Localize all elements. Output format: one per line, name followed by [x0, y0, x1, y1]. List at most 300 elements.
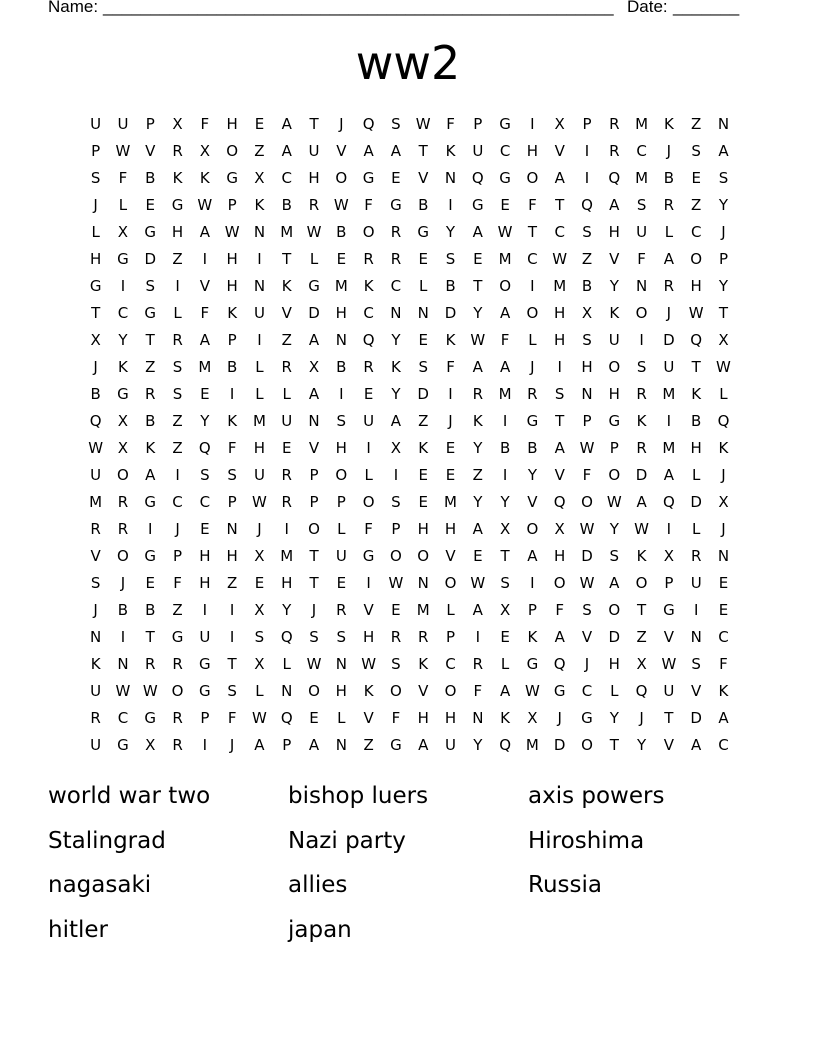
- grid-letter[interactable]: B: [281, 196, 292, 214]
- grid-letter[interactable]: N: [253, 277, 266, 295]
- grid-letter[interactable]: O: [417, 547, 430, 565]
- grid-letter[interactable]: L: [364, 466, 373, 484]
- grid-letter[interactable]: E: [473, 547, 483, 565]
- grid-letter[interactable]: R: [663, 277, 675, 295]
- grid-letter[interactable]: A: [718, 142, 729, 160]
- grid-letter[interactable]: Z: [172, 601, 183, 619]
- grid-letter[interactable]: J: [584, 655, 590, 673]
- grid-letter[interactable]: H: [417, 709, 429, 727]
- grid-letter[interactable]: T: [309, 115, 319, 133]
- grid-letter[interactable]: E: [363, 385, 374, 403]
- grid-letter[interactable]: T: [309, 574, 319, 592]
- grid-letter[interactable]: P: [582, 115, 592, 133]
- grid-letter[interactable]: L: [255, 682, 264, 700]
- grid-letter[interactable]: X: [499, 601, 511, 619]
- grid-letter[interactable]: I: [284, 520, 289, 538]
- grid-letter[interactable]: B: [336, 223, 347, 241]
- grid-letter[interactable]: S: [582, 601, 592, 619]
- grid-letter[interactable]: I: [530, 115, 535, 133]
- grid-letter[interactable]: S: [145, 277, 155, 295]
- grid-letter[interactable]: T: [691, 358, 701, 376]
- grid-letter[interactable]: W: [579, 574, 595, 592]
- grid-letter[interactable]: H: [226, 250, 238, 268]
- grid-letter[interactable]: I: [257, 331, 262, 349]
- grid-letter[interactable]: U: [445, 736, 456, 754]
- grid-letter[interactable]: I: [693, 601, 699, 619]
- grid-letter[interactable]: A: [363, 142, 374, 160]
- grid-letter[interactable]: P: [582, 412, 592, 430]
- grid-letter[interactable]: C: [117, 709, 129, 727]
- grid-letter[interactable]: S: [554, 385, 565, 403]
- grid-letter[interactable]: U: [636, 223, 648, 241]
- grid-letter[interactable]: Q: [471, 169, 484, 187]
- grid-letter[interactable]: E: [145, 574, 155, 592]
- grid-letter[interactable]: K: [527, 628, 538, 646]
- grid-letter[interactable]: I: [202, 601, 208, 619]
- grid-letter[interactable]: N: [717, 115, 730, 133]
- grid-letter[interactable]: N: [472, 709, 484, 727]
- grid-letter[interactable]: V: [609, 250, 620, 268]
- grid-letter[interactable]: Q: [553, 655, 566, 673]
- grid-letter[interactable]: M: [280, 223, 294, 241]
- grid-letter[interactable]: S: [309, 628, 319, 646]
- grid-letter[interactable]: S: [254, 628, 265, 646]
- grid-letter[interactable]: A: [663, 466, 675, 484]
- grid-letter[interactable]: R: [172, 331, 183, 349]
- grid-letter[interactable]: F: [200, 304, 210, 322]
- grid-letter[interactable]: L: [337, 709, 346, 727]
- grid-letter[interactable]: E: [718, 601, 729, 619]
- grid-letter[interactable]: E: [418, 493, 428, 511]
- grid-letter[interactable]: O: [526, 169, 539, 187]
- grid-letter[interactable]: L: [173, 304, 182, 322]
- grid-letter[interactable]: K: [145, 439, 156, 457]
- grid-letter[interactable]: M: [334, 277, 348, 295]
- grid-letter[interactable]: I: [475, 628, 481, 646]
- grid-letter[interactable]: K: [90, 655, 101, 673]
- grid-letter[interactable]: K: [418, 655, 429, 673]
- grid-letter[interactable]: X: [254, 169, 265, 187]
- grid-letter[interactable]: O: [335, 466, 348, 484]
- grid-letter[interactable]: G: [144, 223, 157, 241]
- grid-letter[interactable]: X: [581, 304, 593, 322]
- grid-letter[interactable]: X: [172, 115, 183, 133]
- grid-letter[interactable]: I: [557, 358, 562, 376]
- grid-letter[interactable]: I: [120, 628, 126, 646]
- grid-letter[interactable]: Q: [362, 115, 375, 133]
- grid-letter[interactable]: G: [499, 115, 511, 133]
- grid-letter[interactable]: X: [554, 115, 565, 133]
- grid-letter[interactable]: M: [198, 358, 212, 376]
- grid-letter[interactable]: X: [117, 412, 129, 430]
- grid-letter[interactable]: F: [118, 169, 128, 187]
- grid-letter[interactable]: H: [362, 628, 375, 646]
- grid-letter[interactable]: O: [581, 736, 593, 754]
- grid-letter[interactable]: G: [608, 412, 621, 430]
- grid-letter[interactable]: X: [718, 331, 729, 349]
- grid-letter[interactable]: I: [584, 169, 590, 187]
- grid-letter[interactable]: Y: [718, 196, 729, 214]
- grid-letter[interactable]: G: [471, 196, 484, 214]
- grid-letter[interactable]: N: [417, 574, 429, 592]
- grid-letter[interactable]: M: [635, 169, 649, 187]
- grid-letter[interactable]: E: [391, 601, 401, 619]
- grid-letter[interactable]: S: [418, 358, 428, 376]
- grid-letter[interactable]: K: [691, 385, 702, 403]
- grid-letter[interactable]: R: [90, 709, 101, 727]
- grid-letter[interactable]: A: [472, 223, 483, 241]
- grid-letter[interactable]: P: [200, 709, 210, 727]
- grid-letter[interactable]: R: [145, 655, 156, 673]
- grid-letter[interactable]: S: [691, 142, 701, 160]
- grid-letter[interactable]: E: [254, 574, 265, 592]
- grid-letter[interactable]: R: [690, 547, 702, 565]
- grid-letter[interactable]: E: [309, 709, 319, 727]
- grid-letter[interactable]: M: [553, 277, 567, 295]
- name-field-line[interactable]: ______________________________________________________: [103, 0, 614, 16]
- grid-letter[interactable]: P: [336, 493, 346, 511]
- grid-letter[interactable]: R: [281, 466, 292, 484]
- grid-letter[interactable]: S: [90, 574, 101, 592]
- grid-letter[interactable]: F: [227, 709, 237, 727]
- grid-letter[interactable]: N: [690, 628, 702, 646]
- grid-letter[interactable]: W: [142, 682, 158, 700]
- grid-letter[interactable]: Y: [637, 736, 647, 754]
- grid-letter[interactable]: G: [390, 196, 402, 214]
- grid-letter[interactable]: T: [473, 277, 483, 295]
- grid-letter[interactable]: G: [362, 547, 375, 565]
- grid-letter[interactable]: L: [337, 520, 346, 538]
- grid-letter[interactable]: R: [336, 601, 347, 619]
- grid-letter[interactable]: J: [311, 601, 317, 619]
- grid-letter[interactable]: D: [581, 547, 593, 565]
- grid-letter[interactable]: S: [336, 628, 347, 646]
- grid-letter[interactable]: W: [197, 196, 213, 214]
- grid-letter[interactable]: D: [308, 304, 320, 322]
- grid-letter[interactable]: A: [472, 358, 483, 376]
- grid-letter[interactable]: E: [336, 574, 347, 592]
- grid-letter[interactable]: Z: [226, 574, 238, 592]
- grid-letter[interactable]: F: [719, 655, 728, 673]
- grid-letter[interactable]: T: [527, 223, 537, 241]
- grid-letter[interactable]: C: [199, 493, 211, 511]
- grid-letter[interactable]: G: [308, 277, 320, 295]
- grid-letter[interactable]: W: [224, 223, 240, 241]
- grid-letter[interactable]: H: [444, 709, 457, 727]
- grid-letter[interactable]: V: [554, 466, 565, 484]
- grid-letter[interactable]: L: [664, 223, 674, 241]
- grid-letter[interactable]: L: [309, 250, 319, 268]
- grid-letter[interactable]: E: [445, 439, 456, 457]
- grid-letter[interactable]: G: [144, 304, 157, 322]
- grid-letter[interactable]: Z: [691, 196, 702, 214]
- grid-letter[interactable]: P: [227, 493, 237, 511]
- grid-letter[interactable]: N: [253, 223, 266, 241]
- grid-letter[interactable]: I: [530, 277, 535, 295]
- grid-letter[interactable]: N: [717, 547, 730, 565]
- grid-letter[interactable]: J: [639, 709, 644, 727]
- grid-letter[interactable]: E: [718, 574, 729, 592]
- grid-letter[interactable]: G: [226, 169, 238, 187]
- grid-letter[interactable]: O: [117, 466, 129, 484]
- grid-letter[interactable]: Q: [362, 331, 375, 349]
- grid-letter[interactable]: Z: [636, 628, 647, 646]
- grid-letter[interactable]: K: [445, 142, 456, 160]
- grid-letter[interactable]: K: [227, 304, 238, 322]
- grid-letter[interactable]: K: [718, 682, 729, 700]
- grid-letter[interactable]: U: [253, 466, 265, 484]
- grid-letter[interactable]: M: [416, 601, 430, 619]
- grid-letter[interactable]: J: [93, 601, 98, 619]
- grid-letter[interactable]: T: [91, 304, 101, 322]
- grid-letter[interactable]: P: [145, 115, 155, 133]
- grid-letter[interactable]: H: [608, 223, 620, 241]
- grid-letter[interactable]: Z: [281, 331, 292, 349]
- grid-letter[interactable]: B: [145, 412, 156, 430]
- grid-letter[interactable]: W: [524, 682, 540, 700]
- grid-letter[interactable]: E: [200, 520, 210, 538]
- grid-letter[interactable]: Y: [118, 331, 128, 349]
- grid-letter[interactable]: M: [662, 439, 676, 457]
- grid-letter[interactable]: A: [308, 385, 320, 403]
- grid-letter[interactable]: S: [691, 655, 701, 673]
- grid-letter[interactable]: B: [145, 169, 156, 187]
- grid-letter[interactable]: V: [363, 709, 374, 727]
- grid-letter[interactable]: H: [226, 547, 238, 565]
- grid-letter[interactable]: F: [637, 250, 646, 268]
- grid-letter[interactable]: N: [90, 628, 102, 646]
- grid-letter[interactable]: U: [253, 304, 265, 322]
- grid-letter[interactable]: L: [528, 331, 537, 349]
- grid-letter[interactable]: M: [525, 736, 539, 754]
- grid-letter[interactable]: J: [93, 196, 98, 214]
- grid-letter[interactable]: J: [530, 358, 535, 376]
- grid-letter[interactable]: P: [227, 196, 237, 214]
- grid-letter[interactable]: E: [336, 250, 347, 268]
- grid-letter[interactable]: A: [390, 412, 402, 430]
- grid-letter[interactable]: V: [554, 142, 565, 160]
- grid-letter[interactable]: K: [281, 277, 292, 295]
- grid-letter[interactable]: W: [115, 142, 131, 160]
- grid-letter[interactable]: Y: [473, 304, 483, 322]
- grid-letter[interactable]: V: [445, 547, 456, 565]
- grid-letter[interactable]: U: [608, 331, 620, 349]
- grid-letter[interactable]: L: [255, 358, 264, 376]
- grid-letter[interactable]: R: [172, 655, 183, 673]
- grid-letter[interactable]: B: [527, 439, 538, 457]
- grid-letter[interactable]: T: [145, 331, 155, 349]
- grid-letter[interactable]: L: [692, 520, 701, 538]
- grid-letter[interactable]: Z: [172, 439, 183, 457]
- grid-letter[interactable]: R: [663, 196, 675, 214]
- grid-letter[interactable]: R: [390, 628, 402, 646]
- grid-letter[interactable]: Q: [198, 439, 211, 457]
- grid-letter[interactable]: C: [718, 628, 729, 646]
- grid-letter[interactable]: Q: [635, 682, 648, 700]
- grid-letter[interactable]: X: [117, 223, 129, 241]
- grid-letter[interactable]: U: [690, 574, 702, 592]
- grid-letter[interactable]: U: [90, 115, 102, 133]
- grid-letter[interactable]: K: [254, 196, 265, 214]
- grid-letter[interactable]: W: [252, 493, 267, 511]
- grid-letter[interactable]: I: [257, 250, 262, 268]
- grid-letter[interactable]: S: [391, 115, 401, 133]
- grid-letter[interactable]: R: [363, 358, 374, 376]
- grid-letter[interactable]: D: [144, 250, 157, 268]
- grid-letter[interactable]: R: [145, 385, 156, 403]
- grid-letter[interactable]: K: [472, 412, 483, 430]
- grid-letter[interactable]: O: [308, 682, 320, 700]
- grid-letter[interactable]: X: [254, 655, 265, 673]
- grid-letter[interactable]: W: [306, 223, 322, 241]
- grid-letter[interactable]: J: [175, 520, 180, 538]
- grid-letter[interactable]: F: [446, 358, 455, 376]
- grid-letter[interactable]: Q: [717, 412, 730, 430]
- grid-letter[interactable]: W: [470, 331, 486, 349]
- grid-letter[interactable]: O: [690, 250, 703, 268]
- grid-letter[interactable]: K: [636, 412, 647, 430]
- grid-letter[interactable]: K: [172, 169, 183, 187]
- grid-letter[interactable]: D: [690, 709, 702, 727]
- grid-letter[interactable]: I: [202, 250, 208, 268]
- grid-letter[interactable]: V: [527, 493, 538, 511]
- grid-letter[interactable]: T: [637, 601, 647, 619]
- grid-letter[interactable]: R: [172, 709, 183, 727]
- grid-letter[interactable]: E: [254, 115, 265, 133]
- grid-letter[interactable]: X: [199, 142, 210, 160]
- grid-letter[interactable]: A: [281, 115, 292, 133]
- grid-letter[interactable]: H: [199, 547, 211, 565]
- grid-letter[interactable]: X: [527, 709, 538, 727]
- grid-letter[interactable]: A: [636, 493, 647, 511]
- grid-letter[interactable]: A: [691, 736, 702, 754]
- grid-letter[interactable]: Q: [662, 493, 675, 511]
- grid-letter[interactable]: L: [91, 223, 100, 241]
- grid-letter[interactable]: R: [636, 439, 647, 457]
- grid-letter[interactable]: K: [418, 439, 429, 457]
- grid-letter[interactable]: R: [472, 655, 484, 673]
- grid-letter[interactable]: S: [718, 169, 729, 187]
- grid-letter[interactable]: C: [172, 493, 183, 511]
- grid-letter[interactable]: A: [554, 439, 565, 457]
- grid-letter[interactable]: K: [718, 439, 729, 457]
- grid-letter[interactable]: I: [393, 466, 399, 484]
- grid-letter[interactable]: L: [255, 385, 264, 403]
- grid-letter[interactable]: D: [690, 493, 702, 511]
- grid-letter[interactable]: O: [553, 574, 566, 592]
- grid-letter[interactable]: E: [418, 466, 428, 484]
- grid-letter[interactable]: C: [527, 250, 538, 268]
- grid-letter[interactable]: H: [226, 115, 238, 133]
- grid-letter[interactable]: R: [363, 250, 374, 268]
- grid-letter[interactable]: H: [335, 304, 347, 322]
- grid-letter[interactable]: J: [93, 358, 98, 376]
- grid-letter[interactable]: Z: [363, 736, 374, 754]
- grid-letter[interactable]: D: [635, 466, 648, 484]
- grid-letter[interactable]: Q: [608, 169, 621, 187]
- grid-letter[interactable]: X: [390, 439, 402, 457]
- grid-letter[interactable]: H: [554, 547, 566, 565]
- grid-letter[interactable]: Y: [282, 601, 292, 619]
- grid-letter[interactable]: I: [229, 628, 235, 646]
- grid-letter[interactable]: U: [308, 142, 320, 160]
- grid-letter[interactable]: C: [554, 223, 565, 241]
- grid-letter[interactable]: T: [555, 196, 565, 214]
- grid-letter[interactable]: X: [663, 547, 675, 565]
- grid-letter[interactable]: P: [309, 493, 319, 511]
- grid-letter[interactable]: E: [145, 196, 155, 214]
- grid-letter[interactable]: F: [446, 115, 455, 133]
- grid-letter[interactable]: M: [635, 115, 649, 133]
- grid-letter[interactable]: L: [446, 601, 455, 619]
- grid-letter[interactable]: E: [500, 196, 510, 214]
- grid-letter[interactable]: D: [663, 331, 675, 349]
- grid-letter[interactable]: T: [227, 655, 237, 673]
- grid-letter[interactable]: G: [526, 655, 539, 673]
- grid-letter[interactable]: Y: [609, 709, 619, 727]
- grid-letter[interactable]: J: [229, 736, 235, 754]
- grid-letter[interactable]: B: [418, 196, 429, 214]
- grid-letter[interactable]: H: [608, 655, 620, 673]
- grid-letter[interactable]: X: [145, 736, 156, 754]
- date-field-line[interactable]: _______: [673, 0, 740, 16]
- grid-letter[interactable]: Z: [581, 250, 593, 268]
- grid-letter[interactable]: R: [90, 520, 101, 538]
- grid-letter[interactable]: G: [553, 682, 566, 700]
- grid-letter[interactable]: A: [609, 574, 620, 592]
- grid-letter[interactable]: L: [118, 196, 128, 214]
- grid-letter[interactable]: E: [200, 385, 210, 403]
- grid-letter[interactable]: E: [473, 250, 483, 268]
- grid-letter[interactable]: Z: [172, 250, 183, 268]
- grid-letter[interactable]: Y: [473, 439, 483, 457]
- grid-letter[interactable]: O: [390, 547, 402, 565]
- grid-letter[interactable]: G: [171, 628, 184, 646]
- grid-letter[interactable]: O: [362, 493, 375, 511]
- grid-letter[interactable]: E: [418, 250, 428, 268]
- grid-letter[interactable]: D: [553, 736, 566, 754]
- grid-letter[interactable]: K: [199, 169, 210, 187]
- grid-letter[interactable]: K: [118, 358, 128, 376]
- grid-letter[interactable]: O: [608, 358, 621, 376]
- grid-letter[interactable]: H: [554, 304, 566, 322]
- grid-letter[interactable]: I: [530, 574, 535, 592]
- grid-letter[interactable]: U: [663, 682, 675, 700]
- grid-letter[interactable]: I: [639, 331, 644, 349]
- grid-letter[interactable]: S: [227, 466, 237, 484]
- grid-letter[interactable]: A: [145, 466, 156, 484]
- grid-letter[interactable]: A: [199, 223, 210, 241]
- grid-letter[interactable]: G: [117, 736, 129, 754]
- grid-letter[interactable]: F: [391, 709, 401, 727]
- grid-letter[interactable]: Y: [609, 277, 619, 295]
- grid-letter[interactable]: A: [527, 547, 538, 565]
- grid-letter[interactable]: E: [418, 331, 428, 349]
- grid-letter[interactable]: H: [90, 250, 102, 268]
- grid-letter[interactable]: C: [390, 277, 402, 295]
- grid-letter[interactable]: S: [391, 655, 401, 673]
- grid-letter[interactable]: N: [417, 304, 429, 322]
- grid-letter[interactable]: W: [497, 223, 513, 241]
- grid-letter[interactable]: X: [90, 331, 101, 349]
- grid-letter[interactable]: B: [499, 439, 511, 457]
- grid-letter[interactable]: N: [226, 520, 238, 538]
- grid-letter[interactable]: J: [448, 412, 453, 430]
- grid-letter[interactable]: I: [666, 412, 672, 430]
- grid-letter[interactable]: R: [472, 385, 484, 403]
- grid-letter[interactable]: W: [115, 682, 131, 700]
- grid-letter[interactable]: N: [308, 412, 320, 430]
